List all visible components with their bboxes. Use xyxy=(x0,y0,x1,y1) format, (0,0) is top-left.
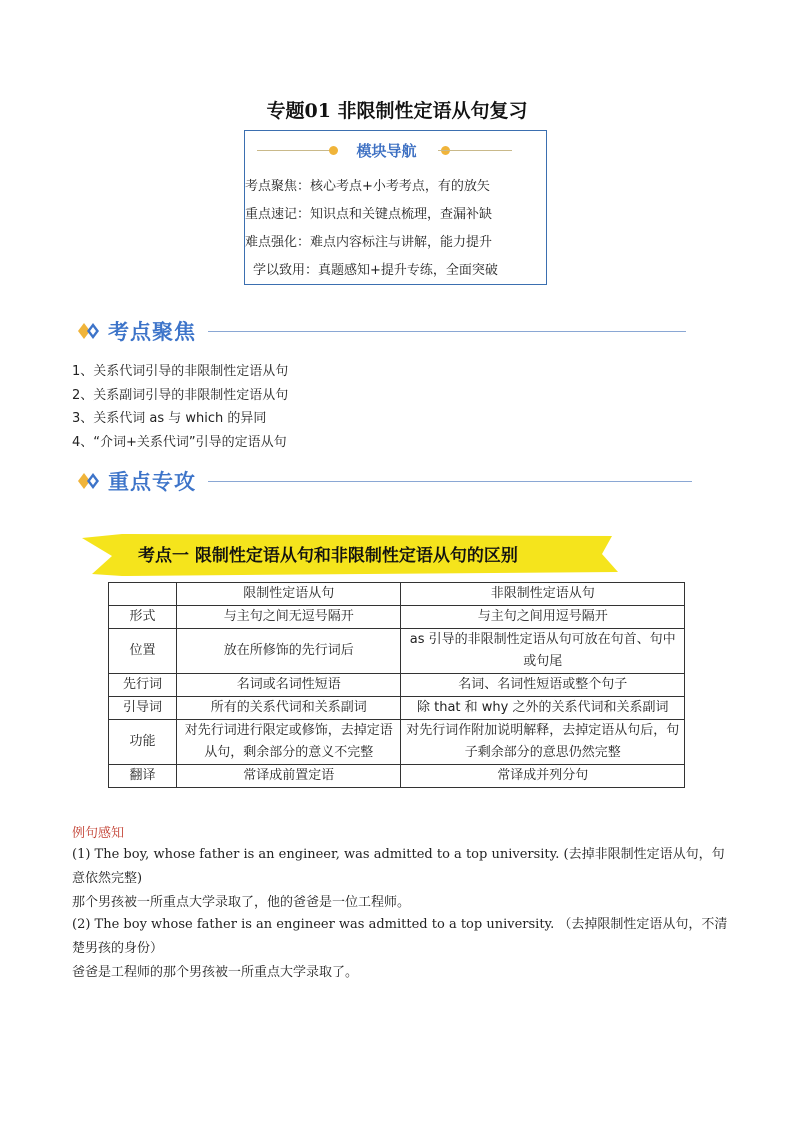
example-label: 例句感知 xyxy=(72,826,125,841)
table-cell: 对先行词进行限定或修饰，去掉定语从句，剩余部分的意义不完整 xyxy=(177,720,401,765)
focus-item: 3、关系代词 as 与 which 的异同 xyxy=(72,411,267,426)
section-key-header xyxy=(78,466,698,496)
table-row xyxy=(109,606,685,629)
table-cell: 所有的关系代词和关系副词 xyxy=(177,697,401,720)
section-rule xyxy=(208,481,692,482)
table-cell: 常译成前置定语 xyxy=(177,765,401,788)
table-cell xyxy=(109,583,177,606)
table-cell: as 引导的非限制性定语从句可放在句首、句中或句尾 xyxy=(401,629,685,674)
module-navigation-box xyxy=(244,130,547,285)
example-sentence-2: (2) The boy whose father is an engineer was admitted to a top university. （去掉限制性定语从句，不清楚男孩的身份） xyxy=(72,917,728,956)
table-cell: 名词或名词性短语 xyxy=(177,674,401,697)
table-cell: 放在所修饰的先行词后 xyxy=(177,629,401,674)
nav-header xyxy=(245,137,546,163)
focus-item: 1、关系代词引导的非限制性定语从句 xyxy=(72,364,289,379)
focus-item: 2、关系副词引导的非限制性定语从句 xyxy=(72,388,289,403)
table-cell: 常译成并列分句 xyxy=(401,765,685,788)
banner-title: 考点一 限制性定语从句和非限制性定语从句的区别 xyxy=(138,546,518,566)
table-cell: 与主句之间用逗号隔开 xyxy=(401,606,685,629)
table-cell: 翻译 xyxy=(109,765,177,788)
table-cell: 与主句之间无逗号隔开 xyxy=(177,606,401,629)
nav-row: 考点聚焦：核心考点+小考考点，有的放矢 xyxy=(245,179,490,194)
section-title: 重点专攻 xyxy=(108,470,196,494)
table-row xyxy=(109,765,685,788)
double-diamond-icon xyxy=(78,322,102,340)
table-cell: 引导词 xyxy=(109,697,177,720)
nav-heading: 模块导航 xyxy=(356,142,417,160)
table-cell: 先行词 xyxy=(109,674,177,697)
table-cell: 功能 xyxy=(109,720,177,765)
page-title: 专题01 非限制性定语从句复习 xyxy=(266,100,528,122)
table-cell: 非限制性定语从句 xyxy=(401,583,685,606)
table-row xyxy=(109,629,685,674)
table-header-row xyxy=(109,583,685,606)
table-cell: 名词、名词性短语或整个句子 xyxy=(401,674,685,697)
table-row xyxy=(109,674,685,697)
table-row xyxy=(109,720,685,765)
topic-banner xyxy=(82,530,622,578)
focus-item: 4、“介词+关系代词”引导的定语从句 xyxy=(72,435,287,450)
example-translation-1: 那个男孩被一所重点大学录取了，他的爸爸是一位工程师。 xyxy=(72,895,411,910)
nav-divider-right xyxy=(438,150,512,151)
nav-row: 难点强化：难点内容标注与讲解，能力提升 xyxy=(245,235,493,250)
nav-row: 重点速记：知识点和关键点梳理，查漏补缺 xyxy=(245,207,493,222)
table-cell: 位置 xyxy=(109,629,177,674)
section-focus-header xyxy=(78,316,698,346)
section-rule xyxy=(208,331,686,332)
example-sentence-1: (1) The boy, whose father is an engineer, was admitted to a top university. (去掉非限制性定语从句，句意依然完整) xyxy=(72,847,725,886)
table-cell: 限制性定语从句 xyxy=(177,583,401,606)
double-diamond-icon xyxy=(78,472,102,490)
section-title: 考点聚焦 xyxy=(108,320,196,344)
table-cell: 形式 xyxy=(109,606,177,629)
table-row xyxy=(109,697,685,720)
table-cell: 对先行词作附加说明解释，去掉定语从句后，句子剩余部分的意思仍然完整 xyxy=(401,720,685,765)
table-cell: 除 that 和 why 之外的关系代词和关系副词 xyxy=(401,697,685,720)
nav-row: 学以致用：真题感知+提升专练，全面突破 xyxy=(253,263,498,278)
comparison-table xyxy=(108,582,685,788)
example-translation-2: 爸爸是工程师的那个男孩被一所重点大学录取了。 xyxy=(72,965,359,980)
